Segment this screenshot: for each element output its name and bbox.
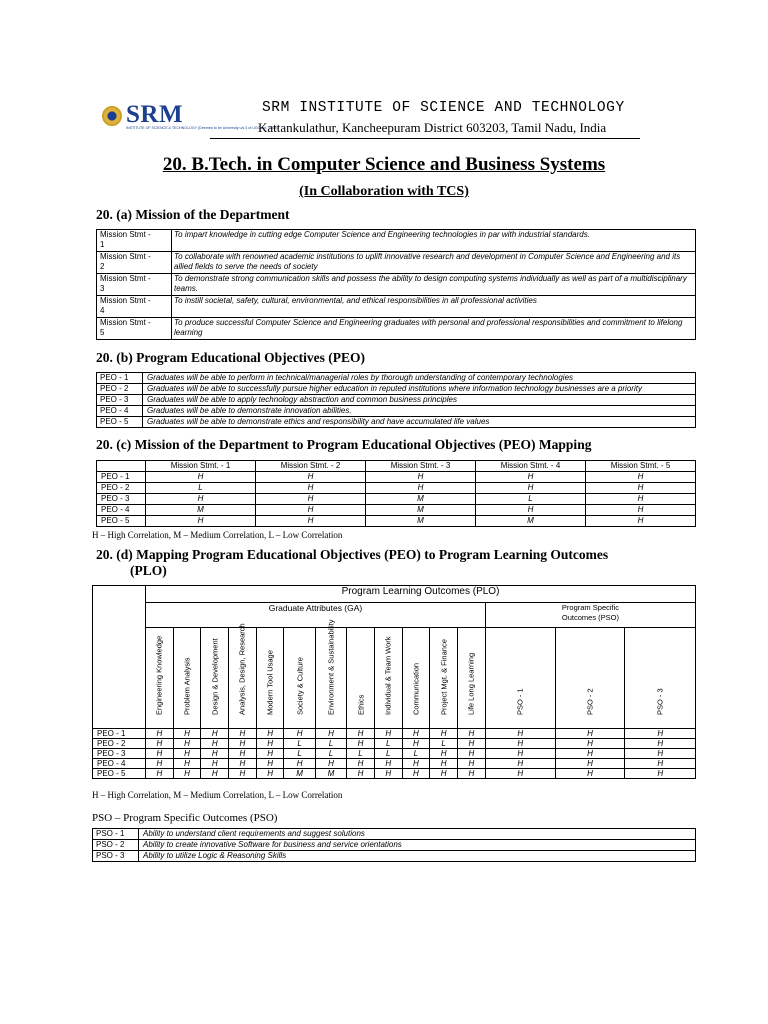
mission-row — [97, 230, 696, 252]
map-row-label: PEO - 1 — [97, 472, 146, 483]
plo-cell: H — [625, 739, 696, 749]
plo-column-header — [347, 628, 375, 729]
plo-cell: M — [315, 769, 346, 779]
plo-cell: H — [173, 759, 201, 769]
mission-label-line1: Mission Stmt - — [100, 318, 151, 327]
correlation-note: H – High Correlation, M – Medium Correlation, L – Low Correlation — [92, 530, 343, 540]
map-column-header: Mission Stmt. - 3 — [366, 461, 476, 472]
plo-cell: H — [229, 769, 257, 779]
map-cell: M — [146, 505, 256, 516]
plo-row — [93, 729, 696, 739]
pso-group-heading: Program Specific Outcomes (PSO) — [485, 603, 695, 628]
plo-cell: H — [485, 729, 555, 739]
peo-table — [96, 372, 696, 428]
plo-column-label: PSO - 3 — [655, 688, 665, 715]
pso-row — [93, 840, 696, 851]
pso-table — [92, 828, 696, 862]
map-cell: H — [586, 516, 696, 527]
plo-column-label: Life Long Learning — [466, 652, 476, 715]
map-cell: H — [586, 494, 696, 505]
peo-row — [97, 406, 696, 417]
section-a-heading: 20. (a) Mission of the Department — [96, 207, 290, 222]
map-row — [97, 472, 696, 483]
plo-cell: H — [457, 729, 485, 739]
map-row-label: PEO - 2 — [97, 483, 146, 494]
plo-cell: L — [347, 749, 375, 759]
map-column-header: Mission Stmt. - 1 — [146, 461, 256, 472]
plo-cell: H — [402, 729, 430, 739]
mission-row — [97, 318, 696, 340]
plo-cell: H — [625, 729, 696, 739]
plo-cell: H — [402, 769, 430, 779]
mission-label-line2: 3 — [100, 284, 105, 293]
pso-text: Ability to create innovative Software for business and service orientations — [139, 840, 696, 851]
plo-cell: H — [485, 749, 555, 759]
plo-row-label: PEO - 2 — [93, 739, 146, 749]
page-header — [100, 100, 660, 138]
mission-text: To collaborate with renowned academic institutions to uplift innovative research and development in Computer Science and Engineering and its allied fields to serve the needs of society — [172, 252, 696, 274]
plo-cell: H — [201, 769, 229, 779]
empty-corner-cell — [97, 461, 146, 472]
mission-label — [97, 274, 172, 296]
map-row — [97, 494, 696, 505]
plo-cell: H — [374, 769, 402, 779]
peo-label: PEO - 5 — [97, 417, 143, 428]
plo-row — [93, 739, 696, 749]
mission-label-line1: Mission Stmt - — [100, 230, 151, 239]
plo-cell: H — [173, 769, 201, 779]
plo-cell: H — [284, 729, 315, 739]
map-cell: H — [256, 494, 366, 505]
mission-row — [97, 252, 696, 274]
plo-cell: L — [374, 739, 402, 749]
plo-column-header — [457, 628, 485, 729]
plo-cell: H — [173, 749, 201, 759]
mission-row — [97, 274, 696, 296]
pso-row — [93, 851, 696, 862]
section-b-heading: 20. (b) Program Educational Objectives (PEO) — [96, 350, 365, 365]
empty-corner-cell — [93, 586, 146, 729]
plo-cell: L — [430, 739, 458, 749]
peo-text: Graduates will be able to perform in technical/managerial roles by thorough understanding of contemporary technologies — [143, 373, 696, 384]
peo-row — [97, 395, 696, 406]
pso-text: Ability to understand client requirements and suggest solutions — [139, 829, 696, 840]
map-cell: H — [146, 472, 256, 483]
mission-label — [97, 296, 172, 318]
plo-cell: H — [555, 729, 625, 739]
plo-column-header — [256, 628, 284, 729]
map-cell: L — [146, 483, 256, 494]
section-d-heading-cont: (PLO) — [130, 563, 167, 578]
pso-label: PSO - 2 — [93, 840, 139, 851]
map-cell: H — [366, 472, 476, 483]
plo-cell: H — [374, 759, 402, 769]
peo-text: Graduates will be able to successfully pursue higher education in reputed institutions where information technology businesses are a priority — [143, 384, 696, 395]
map-cell: H — [256, 516, 366, 527]
plo-cell: H — [402, 759, 430, 769]
map-row-label: PEO - 3 — [97, 494, 146, 505]
plo-column-header — [555, 628, 625, 729]
plo-column-label: Individual & Team Work — [383, 636, 393, 715]
plo-cell: H — [430, 729, 458, 739]
plo-cell: H — [347, 739, 375, 749]
srm-logo — [100, 100, 278, 136]
map-cell: H — [366, 483, 476, 494]
mission-label-line2: 1 — [100, 240, 105, 249]
plo-cell: H — [625, 749, 696, 759]
mission-table — [96, 229, 696, 340]
plo-cell: H — [229, 739, 257, 749]
plo-cell: H — [315, 759, 346, 769]
plo-column-label: Ethics — [356, 694, 366, 715]
map-row-label: PEO - 5 — [97, 516, 146, 527]
plo-cell: H — [146, 749, 174, 759]
plo-cell: H — [256, 749, 284, 759]
plo-cell: H — [430, 759, 458, 769]
plo-cell: H — [625, 769, 696, 779]
plo-cell: H — [201, 729, 229, 739]
seal-icon — [102, 106, 122, 126]
map-cell: M — [366, 494, 476, 505]
mission-text: To demonstrate strong communication skills and possess the ability to design computing systems individually as well as part of a multidisciplinary teams. — [172, 274, 696, 296]
plo-column-label: Society & Culture — [295, 657, 305, 715]
plo-cell: H — [315, 729, 346, 739]
plo-column-header — [173, 628, 201, 729]
map-cell: H — [586, 483, 696, 494]
mission-label — [97, 318, 172, 340]
map-column-header: Mission Stmt. - 4 — [476, 461, 586, 472]
section-d-heading: 20. (d) Mapping Program Educational Objectives (PEO) to Program Learning Outcomes — [96, 547, 609, 562]
plo-cell: H — [485, 759, 555, 769]
peo-label: PEO - 4 — [97, 406, 143, 417]
peo-label: PEO - 2 — [97, 384, 143, 395]
plo-cell: H — [457, 769, 485, 779]
page-title: 20. B.Tech. in Computer Science and Business Systems — [162, 154, 606, 175]
mission-label — [97, 252, 172, 274]
plo-cell: L — [284, 739, 315, 749]
plo-cell: H — [457, 759, 485, 769]
map-cell: H — [146, 516, 256, 527]
plo-column-header — [374, 628, 402, 729]
plo-cell: H — [625, 759, 696, 769]
plo-cell: H — [256, 739, 284, 749]
plo-title: Program Learning Outcomes (PLO) — [146, 586, 696, 603]
plo-cell: H — [347, 759, 375, 769]
plo-column-header — [430, 628, 458, 729]
section-c-heading: 20. (c) Mission of the Department to Program Educational Objectives (PEO) Mapping — [96, 437, 592, 452]
plo-column-label: Design & Development — [210, 638, 220, 715]
mission-label-line2: 4 — [100, 306, 105, 315]
plo-row — [93, 749, 696, 759]
map-cell: H — [256, 472, 366, 483]
plo-cell: H — [146, 759, 174, 769]
peo-text: Graduates will be able to demonstrate ethics and responsibility and have accumulated life values — [143, 417, 696, 428]
plo-row — [93, 769, 696, 779]
peo-row — [97, 373, 696, 384]
map-cell: L — [476, 494, 586, 505]
plo-cell: L — [315, 739, 346, 749]
mission-text: To produce successful Computer Science and Engineering graduates with personal and professional responsibilities and commitment to lifelong learning — [172, 318, 696, 340]
plo-cell: H — [146, 769, 174, 779]
plo-column-header — [485, 628, 555, 729]
plo-cell: L — [284, 749, 315, 759]
plo-column-label: Problem Analysis — [182, 657, 192, 715]
plo-cell: H — [430, 749, 458, 759]
ga-heading: Graduate Attributes (GA) — [146, 603, 486, 628]
pso-heading: PSO – Program Specific Outcomes (PSO) — [92, 812, 278, 824]
plo-row-label: PEO - 5 — [93, 769, 146, 779]
plo-cell: H — [555, 739, 625, 749]
plo-cell: H — [485, 739, 555, 749]
mission-row — [97, 296, 696, 318]
mission-label-line1: Mission Stmt - — [100, 274, 151, 283]
map-column-header: Mission Stmt. - 2 — [256, 461, 366, 472]
peo-label: PEO - 3 — [97, 395, 143, 406]
plo-cell: H — [173, 729, 201, 739]
plo-row — [93, 759, 696, 769]
plo-row-label: PEO - 1 — [93, 729, 146, 739]
peo-text: Graduates will be able to apply technology abstraction and common business principles — [143, 395, 696, 406]
map-cell: H — [476, 483, 586, 494]
mission-label-line1: Mission Stmt - — [100, 296, 151, 305]
institute-name: SRM INSTITUTE OF SCIENCE AND TECHNOLOGY — [262, 100, 625, 116]
plo-cell: H — [555, 759, 625, 769]
map-row — [97, 483, 696, 494]
plo-cell: H — [146, 739, 174, 749]
plo-cell: H — [457, 749, 485, 759]
logo-text: SRM — [126, 101, 184, 128]
correlation-note-2: H – High Correlation, M – Medium Correlation, L – Low Correlation — [92, 790, 343, 800]
plo-column-label: Modern Tool Usage — [265, 650, 275, 715]
peo-row — [97, 417, 696, 428]
map-cell: M — [366, 516, 476, 527]
plo-column-header — [146, 628, 174, 729]
plo-cell: H — [201, 749, 229, 759]
mission-label-line2: 2 — [100, 262, 105, 271]
plo-cell: H — [457, 739, 485, 749]
header-divider — [210, 138, 640, 139]
map-cell: M — [476, 516, 586, 527]
peo-label: PEO - 1 — [97, 373, 143, 384]
institute-address: Kattankulathur, Kancheepuram District 603203, Tamil Nadu, India — [258, 120, 607, 135]
peo-row — [97, 384, 696, 395]
plo-cell: H — [485, 769, 555, 779]
plo-cell: H — [256, 759, 284, 769]
map-row — [97, 516, 696, 527]
plo-column-header — [201, 628, 229, 729]
pso-label: PSO - 1 — [93, 829, 139, 840]
plo-cell: H — [229, 749, 257, 759]
plo-cell: L — [315, 749, 346, 759]
map-cell: H — [586, 472, 696, 483]
mission-peo-map-table — [96, 460, 696, 527]
mission-label-line2: 5 — [100, 328, 105, 337]
map-row-label: PEO - 4 — [97, 505, 146, 516]
map-cell: M — [366, 505, 476, 516]
plo-column-label: Engineering Knowledge — [154, 635, 164, 715]
plo-cell: H — [229, 729, 257, 739]
plo-cell: H — [146, 729, 174, 739]
map-row — [97, 505, 696, 516]
plo-cell: H — [555, 769, 625, 779]
mission-text: To impart knowledge in cutting edge Computer Science and Engineering technologies in par with industrial standards. — [172, 230, 696, 252]
map-cell: H — [476, 472, 586, 483]
plo-column-header — [625, 628, 696, 729]
map-column-header: Mission Stmt. - 5 — [586, 461, 696, 472]
plo-column-label: PSO - 1 — [515, 688, 525, 715]
plo-cell: H — [284, 759, 315, 769]
map-cell: H — [476, 505, 586, 516]
plo-cell: H — [256, 729, 284, 739]
peo-plo-map-table — [92, 585, 696, 779]
plo-cell: H — [201, 759, 229, 769]
plo-column-label: Analysis, Design, Research — [237, 623, 247, 715]
plo-cell: H — [430, 769, 458, 779]
pso-text: Ability to utilize Logic & Reasoning Skills — [139, 851, 696, 862]
plo-column-header — [402, 628, 430, 729]
plo-row-label: PEO - 3 — [93, 749, 146, 759]
logo-tagline: INSTITUTE OF SCIENCE & TECHNOLOGY (Deemed to be University u/s 3 of UGC Act, 1956) — [126, 126, 278, 130]
plo-row-label: PEO - 4 — [93, 759, 146, 769]
plo-cell: L — [402, 749, 430, 759]
page-subtitle: (In Collaboration with TCS) — [299, 184, 469, 199]
plo-column-header — [229, 623, 257, 729]
map-cell: H — [256, 505, 366, 516]
plo-cell: M — [284, 769, 315, 779]
plo-cell: H — [347, 729, 375, 739]
plo-cell: H — [229, 759, 257, 769]
plo-cell: H — [201, 739, 229, 749]
plo-cell: L — [374, 749, 402, 759]
plo-column-header — [315, 619, 346, 729]
plo-column-label: Environment & Sustainability — [326, 619, 336, 715]
plo-column-header — [284, 628, 315, 729]
plo-cell: H — [402, 739, 430, 749]
pso-label: PSO - 3 — [93, 851, 139, 862]
pso-row — [93, 829, 696, 840]
plo-cell: H — [256, 769, 284, 779]
plo-column-label: PSO - 2 — [585, 688, 595, 715]
map-cell: H — [586, 505, 696, 516]
map-cell: H — [146, 494, 256, 505]
mission-text: To instill societal, safety, cultural, environmental, and ethical responsibilities in all professional activities — [172, 296, 696, 318]
plo-cell: H — [555, 749, 625, 759]
map-cell: H — [256, 483, 366, 494]
mission-label-line1: Mission Stmt - — [100, 252, 151, 261]
plo-column-label: Communication — [411, 662, 421, 715]
plo-cell: H — [173, 739, 201, 749]
mission-label — [97, 230, 172, 252]
plo-column-label: Project Mgt. & Finance — [439, 639, 449, 715]
plo-cell: H — [374, 729, 402, 739]
plo-cell: H — [347, 769, 375, 779]
peo-text: Graduates will be able to demonstrate innovation abilities. — [143, 406, 696, 417]
